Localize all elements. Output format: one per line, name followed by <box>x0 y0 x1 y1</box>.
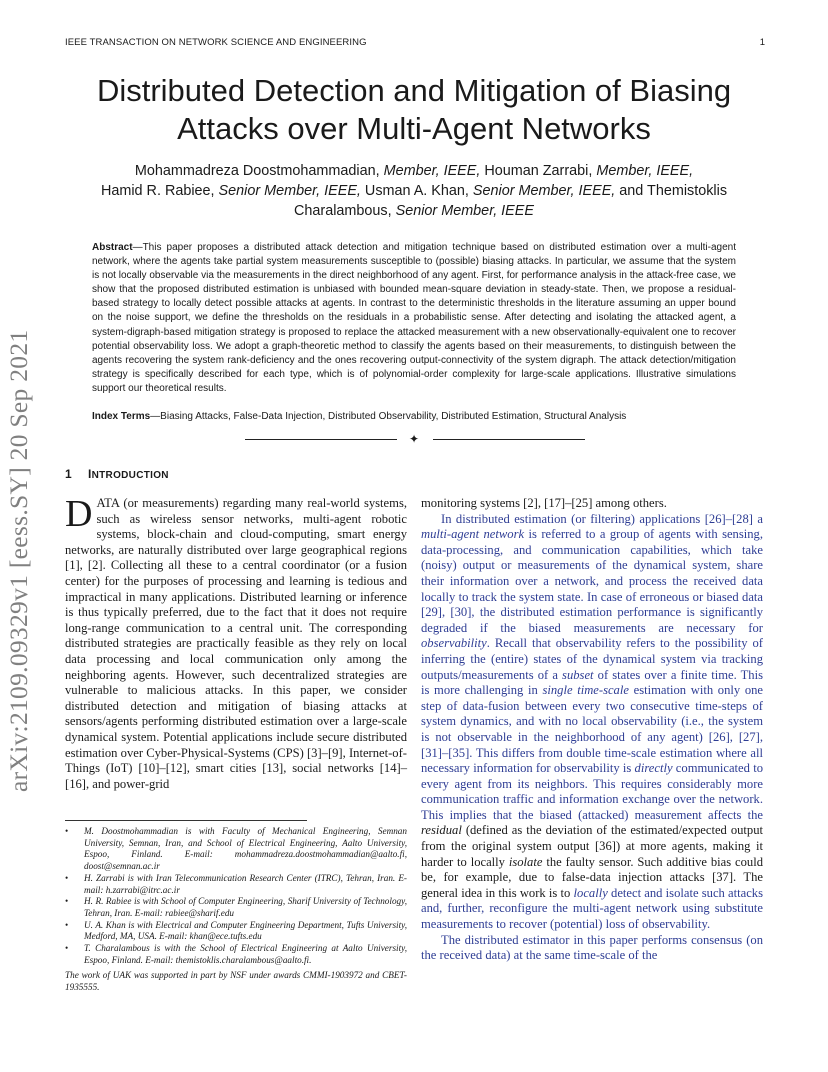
left-column <box>65 493 407 792</box>
abstract-label: Abstract <box>92 242 133 253</box>
author-name: Usman A. Khan, <box>364 183 469 199</box>
section-heading <box>65 467 169 481</box>
intro-text: ATA (or measurements) regarding many real-world systems, such as wireless sensor networks, multi-agent robotic systems, block-chain and cloud-computing, smart energy networks, are naturally distributed over large geographical regions [1], [2]. Collecting all these to a central coordinator (or a fusion center) for the purposes of processing and learning is tedious and impractical in many applications. Distributed learning or inference is thus typically preferred, due to the fact that it does not require long-range communication to a central unit. The corresponding distributed strategies are practically feasible as they rely on local data processing and local communication only among the neighboring agents. However, such decentralized strategies are vulnerable to malicious attacks. In this paper, we consider distributed detection and mitigation of biasing attacks at sensors/agents performing distributed estimation over a large-scale dynamical system. Potential applications include secure distributed estimation over Cyber-Physical-Systems (CPS) [3]–[9], Internet-of-Things (IoT) [10]–[12], smart cities [13], social networks [14]–[16], and power-grid <box>65 496 407 791</box>
body-text: the faulty sensor. Such additive bias could be, for example, due to false-data injection attacks [37]. The general idea in this work is to <box>421 854 763 900</box>
author-name: Mohammadreza Doostmohammadian, <box>134 163 380 179</box>
running-header: IEEE TRANSACTION ON NETWORK SCIENCE AND ENGINEERING <box>65 37 367 48</box>
bullet-icon: • <box>65 919 69 930</box>
blue-text: of states over a finite time. This is more challenging in <box>421 667 764 698</box>
author-role: Senior Member, IEEE, <box>472 183 616 199</box>
blue-text: is referred to a group of agents with sensing, data-processing, and communication capabilities, which take (noisy) output or measurements of the dynamical system, share their information over a network, and process the received data locally to track the system state. In case of erroneous or biased data [29], [30], the distributed estimation performance is significantly degraded if the biased measurements are necessary for <box>421 527 763 635</box>
footnote-affiliation: • H. Zarrabi is with Iran Telecommunication Research Center (ITRC), Tehran, Iran. E-mail: h.zarrabi@itrc.ac.ir <box>65 872 407 895</box>
footnote-affiliation: • U. A. Khan is with Electrical and Computer Engineering Department, Tufts University, Medford, MA, USA. E-mail: khan@ece.tufts.edu <box>65 919 407 942</box>
index-terms-text: —Biasing Attacks, False-Data Injection, Distributed Observability, Distributed Estimation, Structural Analysis <box>150 411 627 422</box>
author-name: and Themistoklis Charalambous, <box>294 183 728 219</box>
emphasis: observability <box>421 636 487 651</box>
emphasis: single time-scale <box>542 683 629 698</box>
author-role: Senior Member, IEEE, <box>218 183 361 199</box>
footnotes <box>65 826 407 994</box>
right-column <box>421 496 763 964</box>
separator-line <box>433 439 585 440</box>
arxiv-identifier: arXiv:2109.09329v1 [eess.SY] 20 Sep 2021 <box>4 329 33 792</box>
footnote-affiliation: • H. R. Rabiee is with School of Computer Engineering, Sharif University of Technology, Tehran, Iran. E-mail: rabiee@sharif.edu <box>65 896 407 918</box>
footnote-rule <box>65 820 307 821</box>
author-role: Senior Member, IEEE <box>395 203 534 219</box>
footnote-affiliation: • M. Doostmohammadian is with Faculty of Mechanical Engineering, Semnan University, Semnan, Iran, and School of Electrical Engineering, Aalto University, Espoo, Finland. E-mail: mohammadreza.doostmohammadian@aalto.fi, doost@semnan.ac.ir <box>65 826 407 872</box>
body-text: (defined as the deviation of the estimated/expected output from the original system output [36]) at more agents, making it harder to locally <box>421 823 763 869</box>
emphasis: subset <box>562 667 594 682</box>
index-terms <box>92 410 736 424</box>
bullet-icon: • <box>65 872 69 883</box>
footnote-affiliation: • T. Charalambous is with the School of Electrical Engineering at Aalto University, Espoo, Finland. E-mail: themistoklis.charalambous@aalto.fi. <box>65 943 407 965</box>
paragraph: The distributed estimator in this paper performs consensus (on the received data) at the same time-scale of the <box>421 932 763 963</box>
author-role: Member, IEEE, <box>596 163 694 179</box>
author-list <box>60 161 768 221</box>
author-role: Member, IEEE, <box>383 163 481 179</box>
section-number: 1 <box>65 467 72 481</box>
intro-paragraph <box>65 493 407 792</box>
author-name: Hamid R. Rabiee, <box>100 183 215 199</box>
paragraph: monitoring systems [2], [17]–[25] among others. <box>421 496 667 510</box>
abstract-text: —This paper proposes a distributed attack detection and mitigation technique based on distributed estimation over a multi-agent network, where the agents take partial system measurements susceptible to (possible) biasing attacks. In particular, we assume that the system is not locally observable via the measurements in the direct neighborhood of any agent. First, for performance analysis in the attack-free case, we show that the proposed distributed estimation is unbiased with bounded mean-square deviation in steady-state. Then, we propose a residual-based strategy to locally detect possible attacks at agents. In contrast to the deterministic thresholds in the literature assuming an upper bound on the noise support, we define the thresholds on the residuals in a probabilistic sense. After detecting and isolating the attacked agent, a system-digraph-based mitigation strategy is proposed to replace the attacked measurement with a new observationally-equivalent one to recover potential observability loss. We adopt a graph-theoretic method to classify the agents based on their measurements, to distinguish between the agents recovering the system rank-deficiency and the ones recovering output-connectivity of the system digraph. The attack detection/mitigation strategy is specifically described for each type, which is of polynomial-order complexity for large-scale applications. Illustrative simulations support our theoretical results. <box>92 242 736 394</box>
page-number: 1 <box>759 37 765 48</box>
funding-note: The work of UAK was supported in part by NSF under awards CMMI-1903972 and CBET-1935555. <box>65 970 407 993</box>
emphasis: locally <box>573 885 608 900</box>
blue-text: In distributed estimation (or filtering) applications [26]–[28] a <box>441 511 763 526</box>
drop-cap: D <box>65 493 93 535</box>
bullet-icon: • <box>65 826 69 836</box>
bullet-icon: • <box>65 943 69 954</box>
index-terms-label: Index Terms <box>92 411 151 422</box>
emphasis: multi-agent network <box>421 527 525 542</box>
paper-title: Distributed Detection and Mitigation of Biasing Attacks over Multi-Agent Networks <box>96 73 732 146</box>
separator-line <box>245 439 397 440</box>
blue-text: communicated to every agent from its neighbors. This requires considerably more communication traffic and information exchange over the network. This implies that the biased (attacked) measurement affects the <box>421 761 763 822</box>
blue-text: detect and isolate such attacks and, further, reconfigure the multi-agent network using substitute measurements to recover (potential) loss of observability. <box>421 885 763 932</box>
blue-text: . Recall that observability refers to the possibility of inferring the (entire) states of the dynamical system via tracking outputs/measurements of a <box>421 636 763 682</box>
bullet-icon: • <box>65 896 69 907</box>
paragraph <box>421 512 763 933</box>
section-title-initial: I <box>87 467 92 481</box>
diamond-icon: ✦ <box>409 432 420 446</box>
section-title-rest: NTRODUCTION <box>91 470 169 481</box>
abstract <box>92 241 736 396</box>
emphasis: residual <box>421 823 462 838</box>
blue-text: estimation with only one step of data-fusion between every two consecutive time-steps of system dynamics, and with no local observability (i.e., the system is not observable in the neighborhood of any agent) [26], [27], [31]–[35]. This differs from double time-scale estimation where all necessary information for observability is <box>421 683 764 776</box>
section-separator <box>245 432 585 446</box>
emphasis: directly <box>634 761 673 776</box>
emphasis: isolate <box>508 854 543 869</box>
author-name: Houman Zarrabi, <box>484 163 593 179</box>
